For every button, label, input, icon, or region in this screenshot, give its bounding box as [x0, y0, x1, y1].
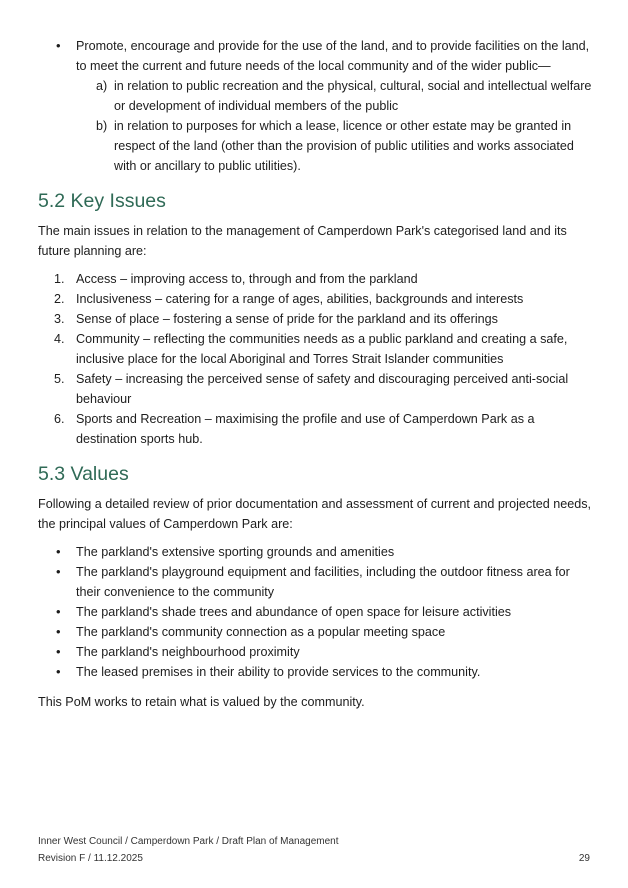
item-text: The parkland's extensive sporting grounds and amenities [76, 545, 395, 559]
closing-statement: This PoM works to retain what is valued by the community. [38, 695, 365, 709]
list-item [38, 622, 594, 642]
item-text: Community – reflecting the communities needs as a public parkland and creating a safe, inclusive place for the local Aboriginal and Torres Strait Islander communities [76, 332, 568, 366]
list-item [38, 269, 594, 289]
values-intro: Following a detailed review of prior documentation and assessment of current and projected needs, the principal values of Camperdown Park are: [38, 497, 592, 531]
list-item [38, 409, 594, 449]
list-item [38, 289, 594, 309]
page-body [38, 36, 594, 712]
sub-marker: b) [96, 119, 108, 133]
item-number: 1. [54, 272, 65, 286]
key-issues-list [38, 269, 594, 449]
list-item [96, 116, 594, 176]
page-number: 29 [578, 853, 590, 864]
bullet-text: Promote, encourage and provide for the use of the land, and to provide facilities on the land, to meet the current and future needs of the local community and of the wider public— [76, 39, 590, 73]
list-item [38, 562, 594, 602]
list-item [38, 309, 594, 329]
list-item [38, 542, 594, 562]
item-text: Access – improving access to, through and from the parkland [76, 272, 418, 286]
section-heading-values: 5.3 Values [38, 463, 129, 485]
sub-text: in relation to public recreation and the physical, cultural, social and intellectual welfare or development of individual members of the public [114, 79, 592, 113]
item-text: Sports and Recreation – maximising the profile and use of Camperdown Park as a destination sports hub. [76, 412, 535, 446]
item-text: The leased premises in their ability to provide services to the community. [76, 665, 481, 679]
item-text: The parkland's community connection as a popular meeting space [76, 625, 446, 639]
item-number: 4. [54, 332, 65, 346]
list-item [38, 642, 594, 662]
section-heading-key-issues: 5.2 Key Issues [38, 190, 166, 212]
item-text: Inclusiveness – catering for a range of ages, abilities, backgrounds and interests [76, 292, 524, 306]
item-text: The parkland's shade trees and abundance of open space for leisure activities [76, 605, 512, 619]
list-item [38, 36, 594, 76]
sub-text: in relation to purposes for which a lease, licence or other estate may be granted in respect of the land (other than the provision of public utilities and works associated with or ancillary to public utilities). [114, 119, 574, 173]
key-issues-intro: The main issues in relation to the management of Camperdown Park's categorised land and its future planning are: [38, 224, 567, 258]
footer-document-path: Inner West Council / Camperdown Park / Draft Plan of Management [38, 836, 339, 847]
intro-bullet-list [38, 36, 594, 76]
page-footer [38, 833, 590, 867]
item-number: 6. [54, 412, 65, 426]
item-number: 2. [54, 292, 65, 306]
list-item [96, 76, 594, 116]
list-item [38, 662, 594, 682]
values-list [38, 542, 594, 682]
item-text: Sense of place – fostering a sense of pride for the parkland and its offerings [76, 312, 498, 326]
sub-list [38, 76, 594, 176]
list-item [38, 369, 594, 409]
item-text: Safety – increasing the perceived sense of safety and discouraging perceived anti-social behaviour [76, 372, 569, 406]
item-text: The parkland's neighbourhood proximity [76, 645, 300, 659]
item-text: The parkland's playground equipment and facilities, including the outdoor fitness area for their convenience to the community [76, 565, 570, 599]
list-item [38, 602, 594, 622]
sub-marker: a) [96, 79, 108, 93]
list-item [38, 329, 594, 369]
item-number: 3. [54, 312, 65, 326]
footer-revision: Revision F / 11.12.2025 [38, 853, 143, 864]
item-number: 5. [54, 372, 65, 386]
